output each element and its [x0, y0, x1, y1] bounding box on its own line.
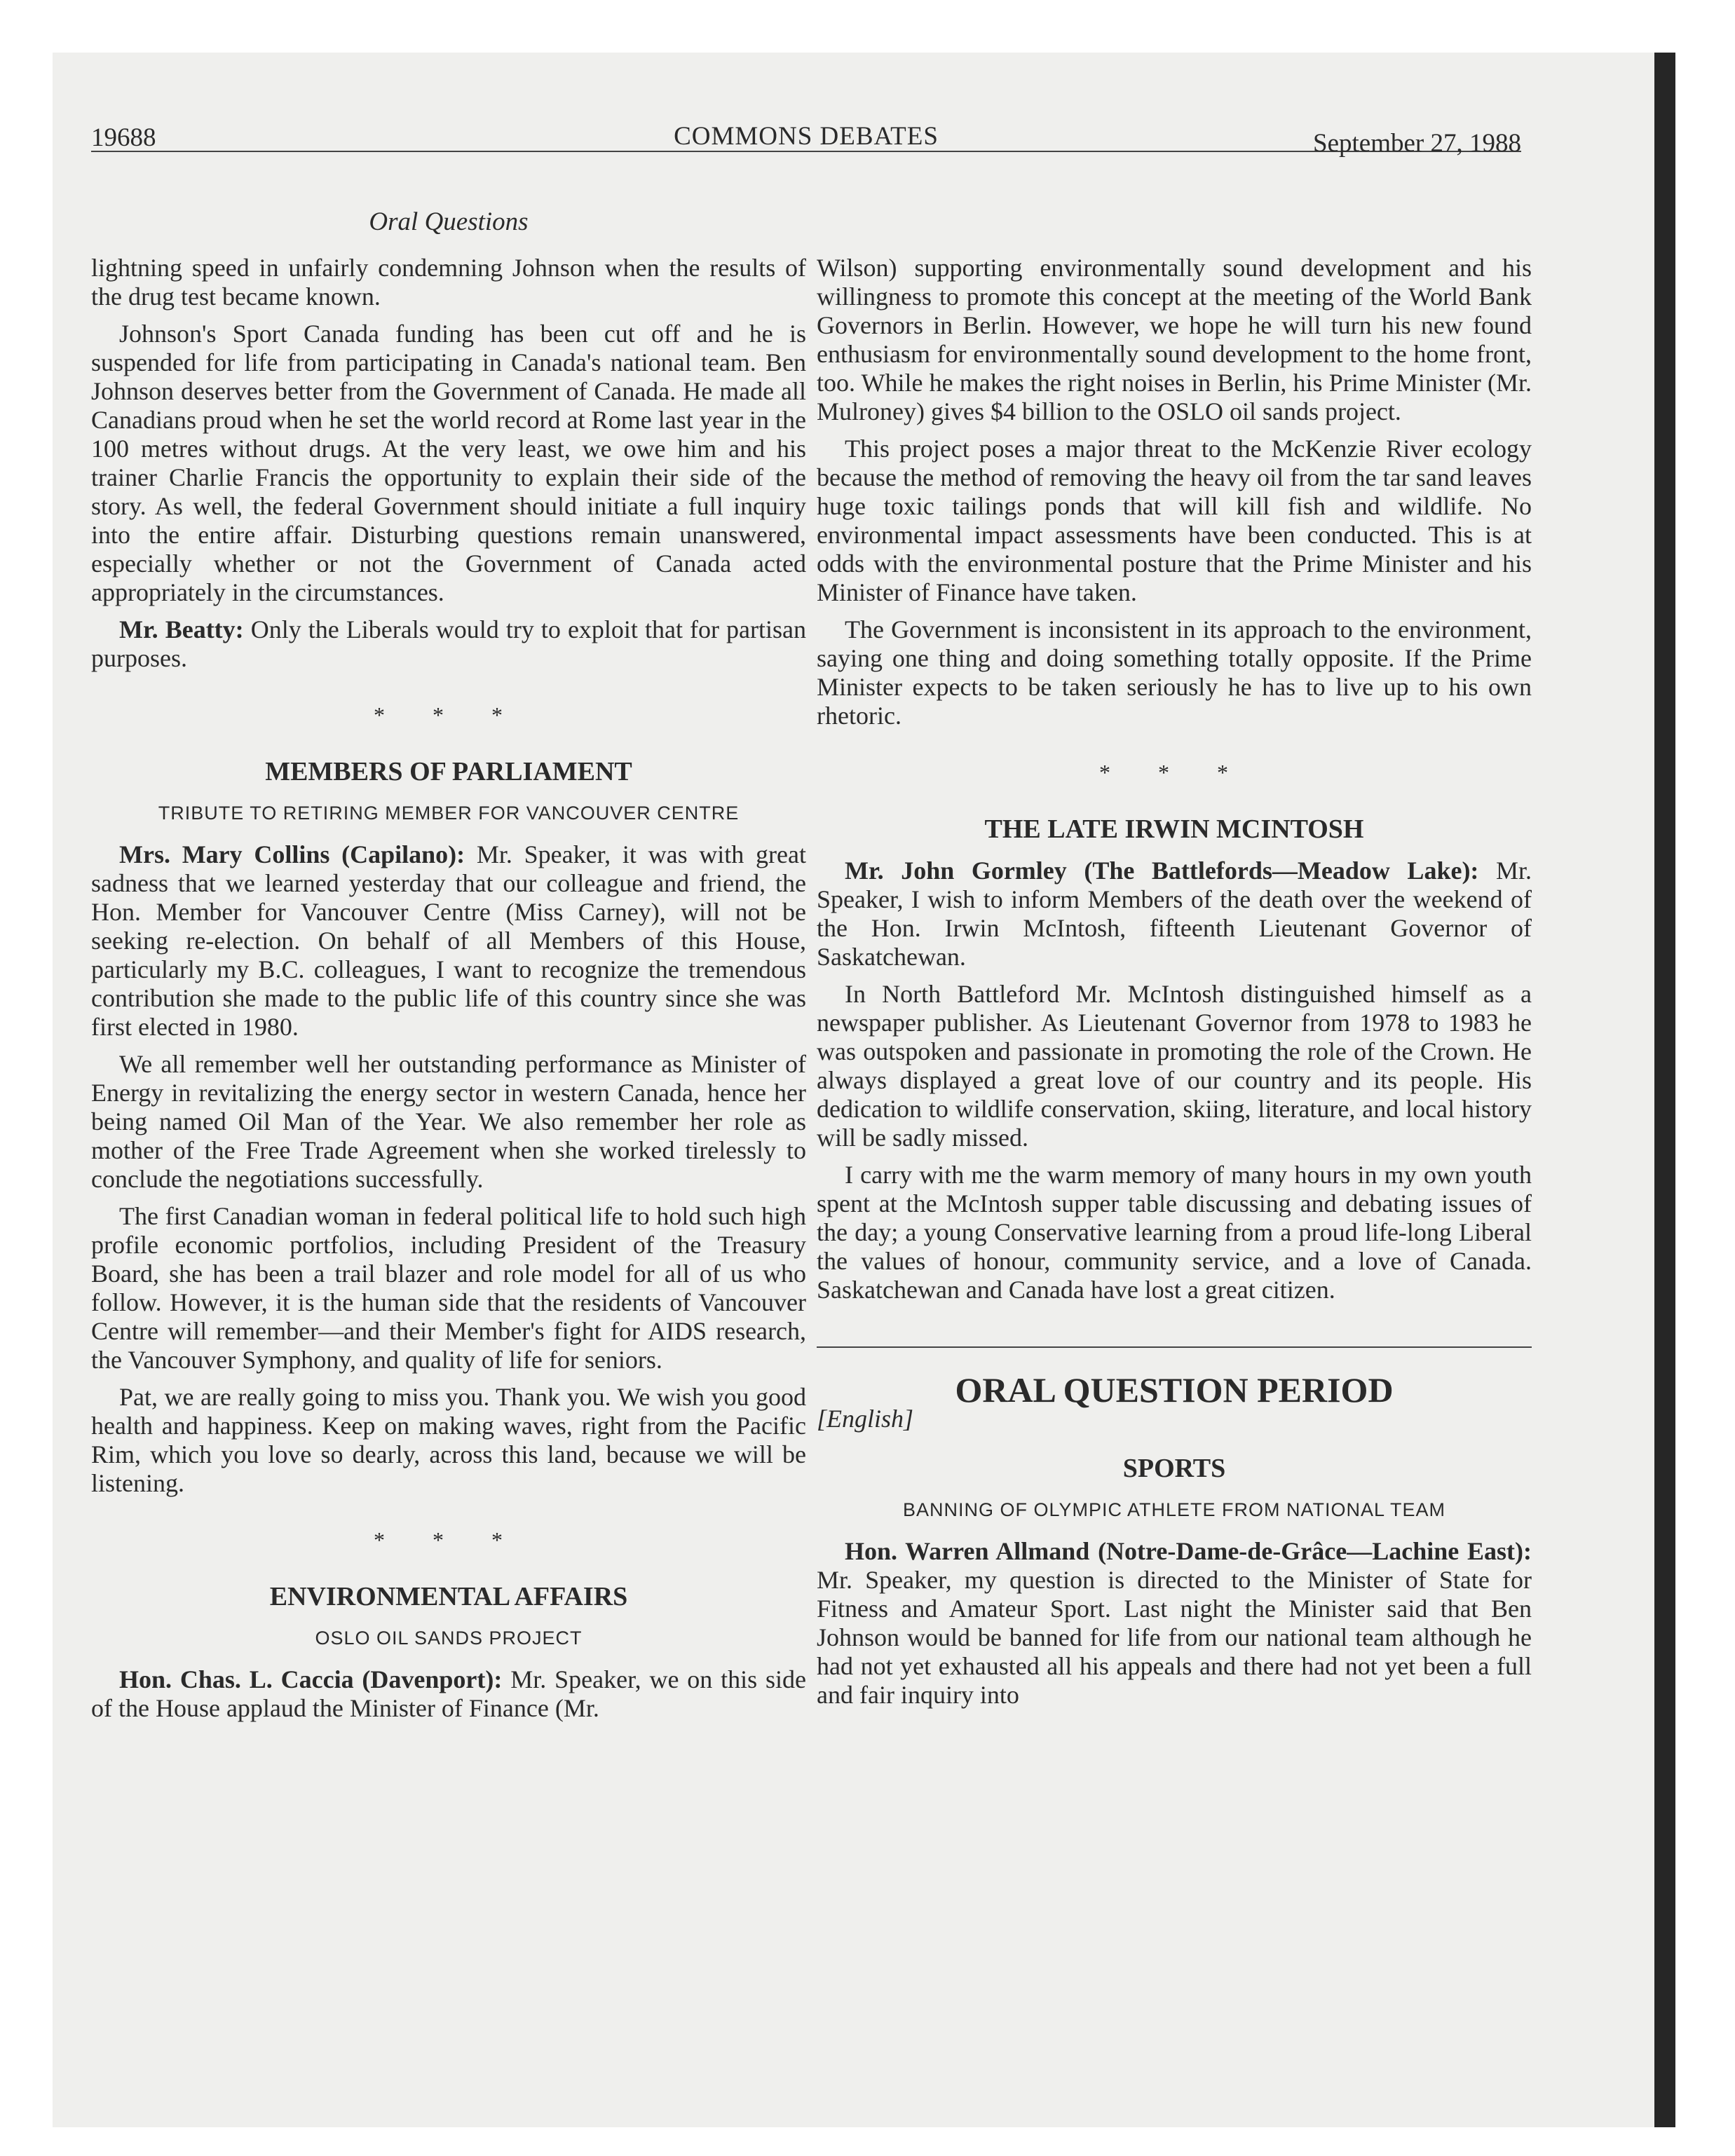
paragraph: The first Canadian woman in federal political life to hold such high profile economic portfolios, including President of the Treasury Board, she has been a trail blazer and role model for all of us who follow. However, it is the human side that the residents of Vancouver Centre will remember—and their Member's fight for AIDS research, the Vancouver Symphony, and quality of life for seniors.	[91, 1202, 806, 1374]
page-number: 19688	[91, 123, 156, 152]
speaker-name: Mr. Beatty:	[119, 615, 244, 643]
speech-text: Mr. Speaker, I wish to inform Members of the death over the weekend of the Hon. Irwin McIntosh, fifteenth Lieutenant Governor of Saskatchewan.	[817, 857, 1532, 971]
paragraph	[91, 840, 806, 1042]
section-separator: * * *	[374, 702, 524, 728]
speaker-name: Mrs. Mary Collins (Capilano):	[119, 840, 465, 868]
subsection-heading: BANNING OF OLYMPIC ATHLETE FROM NATIONAL TEAM	[902, 1499, 1446, 1520]
paragraph	[817, 857, 1532, 971]
speaker-name: Mr. John Gormley (The Battlefords—Meadow Lake):	[845, 857, 1479, 885]
speech-text: Only the Liberals would try to exploit that for partisan purposes.	[91, 615, 807, 672]
paragraph: We all remember well her outstanding performance as Minister of Energy in revitalizing the energy sector in western Canada, hence her being named Oil Man of the Year. We also remember her role as mother of the Free Trade Agreement when she worked tirelessly to conclude the negotiations successfully.	[91, 1050, 806, 1193]
page-header	[91, 109, 1521, 158]
left-column	[91, 254, 806, 1731]
speaker-name: Hon. Warren Allmand (Notre-Dame-de-Grâce—Lachine East):	[845, 1537, 1532, 1565]
paragraph: lightning speed in unfairly condemning Johnson when the results of the drug test became known.	[91, 254, 806, 311]
paragraph: Wilson) supporting environmentally sound development and his willingness to promote this concept at the meeting of the World Bank Governors in Berlin. However, we hope he will turn his new found enthusiasm for environmentally sound development to the home front, too. While he makes the right noises in Berlin, his Prime Minister (Mr. Mulroney) gives $4 billion to the OSLO oil sands project.	[817, 254, 1532, 425]
language-marker: [English]	[817, 1405, 914, 1433]
binding-edge	[1654, 53, 1675, 2127]
speech-text: Mr. Speaker, my question is directed to the Minister of State for Fitness and Amateur Sport. Last night the Minister said that Ben Johnson would be banned for life from our national team although he had not yet exhausted all his appeals and there had not yet been a full and fair inquiry into	[817, 1566, 1532, 1709]
paragraph: In North Battleford Mr. McIntosh distinguished himself as a newspaper publisher. As Lieutenant Governor from 1978 to 1983 he was outspoken and passionate in promoting the role of the Crown. He always displayed a great love of our country and its people. His dedication to wildlife conservation, skiing, literature, and local history will be sadly missed.	[817, 980, 1532, 1152]
right-column	[817, 254, 1532, 1718]
section-heading: SPORTS	[1122, 1454, 1226, 1483]
section-separator: * * *	[1099, 760, 1249, 785]
paragraph: This project poses a major threat to the McKenzie River ecology because the method of removing the heavy oil from the tar sand leaves huge toxic tailings ponds that will kill fish and wildlife. No environmental impact assessments have been conducted. This is at odds with the environmental posture that the Prime Minister and his Minister of Finance have taken.	[817, 435, 1532, 606]
section-heading: THE LATE IRWIN MCINTOSH	[984, 814, 1364, 844]
paragraph	[91, 1665, 806, 1723]
running-head: Oral Questions	[369, 207, 529, 236]
paragraph	[817, 1537, 1532, 1710]
publication-date: September 27, 1988	[1313, 129, 1521, 158]
section-heading: MEMBERS OF PARLIAMENT	[265, 757, 632, 786]
paragraph: Pat, we are really going to miss you. Thank you. We wish you good health and happiness. Keep on making waves, right from the Pacific Rim, which you love so dearly, across this land, because we will be listening.	[91, 1383, 806, 1497]
paragraph: Johnson's Sport Canada funding has been cut off and he is suspended for life from participating in Canada's national team. Ben Johnson deserves better from the Government of Canada. He made all Canadians proud when he set the world record at Rome last year in the 100 metres without drugs. At the very least, we owe him and his trainer Charlie Francis the opportunity to explain their side of the story. As well, the federal Government should initiate a full inquiry into the entire affair. Disturbing questions remain unanswered, especially whether or not the Government of Canada acted appropriately in the circumstances.	[91, 320, 806, 606]
horizontal-rule	[817, 1346, 1532, 1348]
speech-text: Mr. Speaker, it was with great sadness that we learned yesterday that our colleague and friend, the Hon. Member for Vancouver Centre (Miss Carney), will not be seeking re-election. On behalf of all Members of this House, particularly my B.C. colleagues, I want to recognize the tremendous contribution she made to the public life of this country since she was first elected in 1980.	[91, 840, 806, 1041]
paragraph: I carry with me the warm memory of many hours in my own youth spent at the McIntosh supper table discussing and debating issues of the day; a young Conservative learning from a proud life-long Liberal the values of honour, community service, and a love of Canada. Saskatchewan and Canada have lost a great citizen.	[817, 1161, 1532, 1304]
speaker-name: Hon. Chas. L. Caccia (Davenport):	[119, 1665, 503, 1693]
section-heading: ENVIRONMENTAL AFFAIRS	[269, 1582, 628, 1611]
publication-title: COMMONS DEBATES	[674, 122, 939, 151]
subsection-heading: OSLO OIL SANDS PROJECT	[315, 1628, 583, 1649]
subsection-heading: TRIBUTE TO RETIRING MEMBER FOR VANCOUVER CENTRE	[158, 803, 740, 824]
speech-text: Mr. Speaker, we on this side of the House applaud the Minister of Finance (Mr.	[91, 1665, 806, 1722]
section-separator: * * *	[374, 1527, 524, 1553]
paragraph	[91, 615, 806, 673]
paragraph: The Government is inconsistent in its approach to the environment, saying one thing and doing something totally opposite. If the Prime Minister expects to be taken seriously he has to live up to his own rhetoric.	[817, 615, 1532, 730]
major-heading: ORAL QUESTION PERIOD	[955, 1370, 1394, 1410]
